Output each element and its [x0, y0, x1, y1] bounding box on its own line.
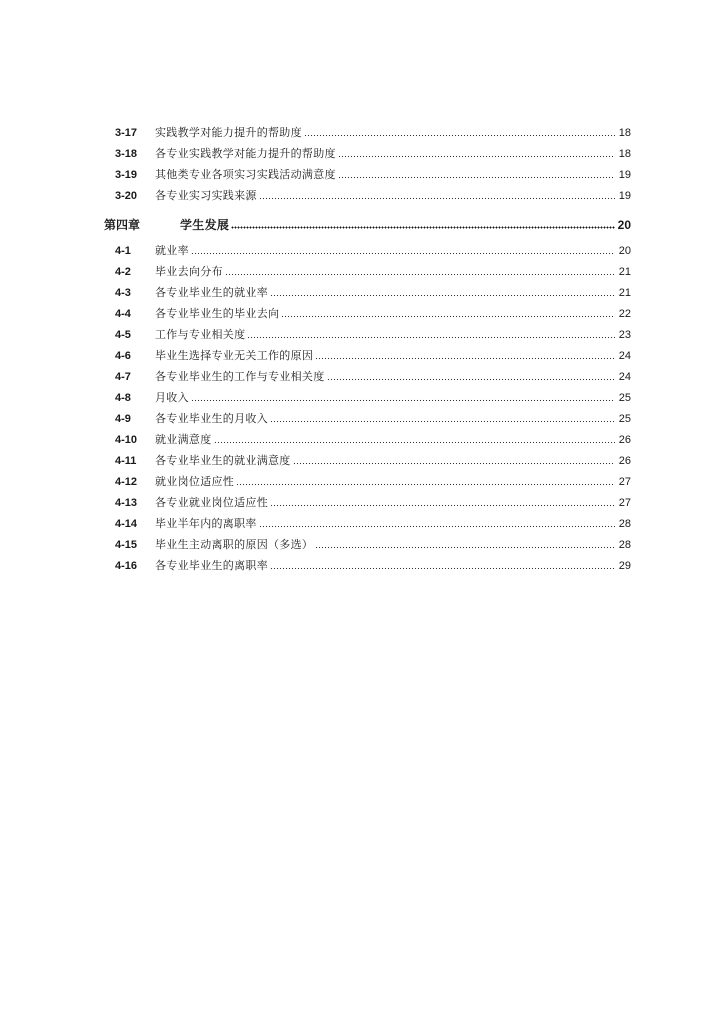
dot-leader — [236, 483, 615, 486]
toc-entry-leader — [155, 391, 617, 405]
toc-entry-leader — [155, 517, 617, 531]
toc-entry-leader — [155, 307, 617, 321]
dot-leader — [270, 420, 615, 423]
dot-leader — [191, 252, 615, 255]
toc-entry-page: 24 — [618, 371, 631, 383]
toc-entry[interactable] — [0, 366, 724, 386]
dot-leader — [304, 134, 615, 137]
toc-entry-leader — [155, 538, 617, 552]
toc-entry-leader — [155, 265, 617, 279]
toc-entry-page: 28 — [618, 518, 631, 530]
toc-entry-title: 毕业生主动离职的原因（多选） — [155, 538, 314, 551]
toc-entry-page: 25 — [618, 392, 631, 404]
toc-entry-page: 27 — [618, 476, 631, 488]
toc-entry-number: 4-12 — [115, 476, 138, 488]
toc-entry-page: 22 — [618, 308, 631, 320]
toc-entry-title: 各专业毕业生的工作与专业相关度 — [155, 370, 325, 383]
toc-entry-page: 29 — [618, 560, 631, 572]
toc-entry-number: 4-15 — [115, 539, 138, 551]
toc-entry[interactable] — [0, 408, 724, 428]
toc-entry-title: 各专业就业岗位适应性 — [155, 496, 268, 509]
toc-entry-number: 4-6 — [115, 350, 131, 362]
toc-entry-title: 各专业毕业生的毕业去向 — [155, 307, 280, 320]
dot-leader — [247, 336, 615, 339]
toc-entry[interactable] — [0, 324, 724, 344]
dot-leader — [315, 546, 615, 549]
toc-entry-title: 工作与专业相关度 — [155, 328, 246, 341]
toc-entry[interactable] — [0, 429, 724, 449]
toc-entry-page: 21 — [618, 266, 631, 278]
toc-entry[interactable] — [0, 345, 724, 365]
toc-entry-title: 月收入 — [155, 391, 189, 404]
dot-leader — [214, 441, 616, 444]
dot-leader — [281, 315, 615, 318]
toc-entry[interactable] — [0, 387, 724, 407]
dot-leader — [259, 525, 615, 528]
toc-entry-title: 各专业实践教学对能力提升的帮助度 — [155, 147, 336, 160]
toc-entry-leader — [155, 328, 617, 342]
toc-entry-number: 4-10 — [115, 434, 138, 446]
toc-entry-page: 26 — [618, 434, 631, 446]
toc-entry-page: 25 — [618, 413, 631, 425]
dot-leader — [270, 504, 615, 507]
toc-entry-leader — [155, 412, 617, 426]
toc-entry-number: 3-17 — [115, 127, 138, 139]
toc-chapter-page: 20 — [617, 218, 631, 232]
toc-entry[interactable] — [0, 513, 724, 533]
dot-leader — [338, 176, 615, 179]
toc-entry-title: 就业岗位适应性 — [155, 475, 235, 488]
toc-entry-title: 各专业毕业生的就业率 — [155, 286, 268, 299]
toc-entry-page: 19 — [618, 190, 631, 202]
toc-entry-title: 毕业半年内的离职率 — [155, 517, 257, 530]
toc-entry[interactable] — [0, 282, 724, 302]
toc-entry-title: 各专业毕业生的就业满意度 — [155, 454, 291, 467]
toc-entry-title: 毕业生选择专业无关工作的原因 — [155, 349, 314, 362]
toc-entry-leader — [155, 147, 617, 161]
toc-entry-number: 4-1 — [115, 245, 131, 257]
toc-entry-page: 24 — [618, 350, 631, 362]
toc-entry-page: 21 — [618, 287, 631, 299]
toc-entry[interactable] — [0, 303, 724, 323]
toc-entry-number: 4-11 — [115, 455, 137, 467]
toc-entry[interactable] — [0, 471, 724, 491]
toc-entry-number: 4-8 — [115, 392, 131, 404]
toc-entry[interactable] — [0, 240, 724, 260]
toc-entry-leader — [155, 126, 617, 140]
toc-entry-leader — [155, 349, 617, 363]
toc-entry-title: 各专业毕业生的月收入 — [155, 412, 268, 425]
toc-entry-leader — [155, 433, 617, 447]
dot-leader — [327, 378, 616, 381]
toc-entry-number: 4-13 — [115, 497, 138, 509]
dot-leader — [338, 155, 615, 158]
toc-entry-number: 4-14 — [115, 518, 138, 530]
toc-entry-page: 26 — [618, 455, 631, 467]
dot-leader — [270, 294, 615, 297]
toc-entry-page: 18 — [618, 148, 631, 160]
toc-chapter-entry[interactable] — [0, 214, 724, 234]
toc-entry-title: 就业率 — [155, 244, 189, 257]
toc-entry[interactable] — [0, 450, 724, 470]
toc-chapter-title: 学生发展 — [180, 218, 230, 232]
toc-entry-title: 各专业实习实践来源 — [155, 189, 257, 202]
toc-entry-page: 23 — [618, 329, 631, 341]
toc-entry-page: 27 — [618, 497, 631, 509]
toc-entry-number: 4-9 — [115, 413, 131, 425]
dot-leader — [225, 273, 615, 276]
toc-entry-leader — [155, 454, 617, 468]
toc-entry-title: 其他类专业各项实习实践活动满意度 — [155, 168, 336, 181]
toc-entry-leader — [155, 286, 617, 300]
toc-entry[interactable] — [0, 534, 724, 554]
toc-entry-number: 4-16 — [115, 560, 138, 572]
toc-entry-leader — [155, 370, 617, 384]
dot-leader — [293, 462, 615, 465]
toc-entry-leader — [155, 244, 617, 258]
toc-entry[interactable] — [0, 555, 724, 575]
toc-entry-number: 4-3 — [115, 287, 131, 299]
toc-entry-title: 毕业去向分布 — [155, 265, 223, 278]
toc-entry-page: 18 — [618, 127, 631, 139]
toc-entry-leader — [155, 168, 617, 182]
toc-entry-number: 4-4 — [115, 308, 131, 320]
toc-entry-page: 28 — [618, 539, 631, 551]
toc-entry-leader — [155, 475, 617, 489]
dot-leader — [270, 567, 615, 570]
toc-entry[interactable] — [0, 185, 724, 205]
dot-leader — [259, 197, 615, 200]
dot-leader — [315, 357, 615, 360]
toc-entry-title: 实践教学对能力提升的帮助度 — [155, 126, 302, 139]
toc-entry-page: 19 — [618, 169, 631, 181]
toc-entry-page: 20 — [618, 245, 631, 257]
toc-entry[interactable] — [0, 492, 724, 512]
toc-entry-leader — [155, 559, 617, 573]
toc-entry[interactable] — [0, 122, 724, 142]
toc-entry-number: 3-18 — [115, 148, 138, 160]
toc-entry-number: 4-7 — [115, 371, 131, 383]
dot-leader — [231, 226, 615, 229]
toc-entry-number: 4-5 — [115, 329, 131, 341]
toc-entry-number: 3-19 — [115, 169, 138, 181]
toc-chapter-number: 第四章 — [104, 218, 141, 232]
toc-entry-leader — [180, 218, 617, 232]
toc-entry[interactable] — [0, 164, 724, 184]
toc-entry[interactable] — [0, 261, 724, 281]
toc-entry-title: 各专业毕业生的离职率 — [155, 559, 268, 572]
toc-entry-leader — [155, 189, 617, 203]
toc-entry-number: 3-20 — [115, 190, 138, 202]
toc-entry-number: 4-2 — [115, 266, 131, 278]
toc-entry-title: 就业满意度 — [155, 433, 212, 446]
toc-entry-leader — [155, 496, 617, 510]
toc-entry[interactable] — [0, 143, 724, 163]
dot-leader — [191, 399, 615, 402]
